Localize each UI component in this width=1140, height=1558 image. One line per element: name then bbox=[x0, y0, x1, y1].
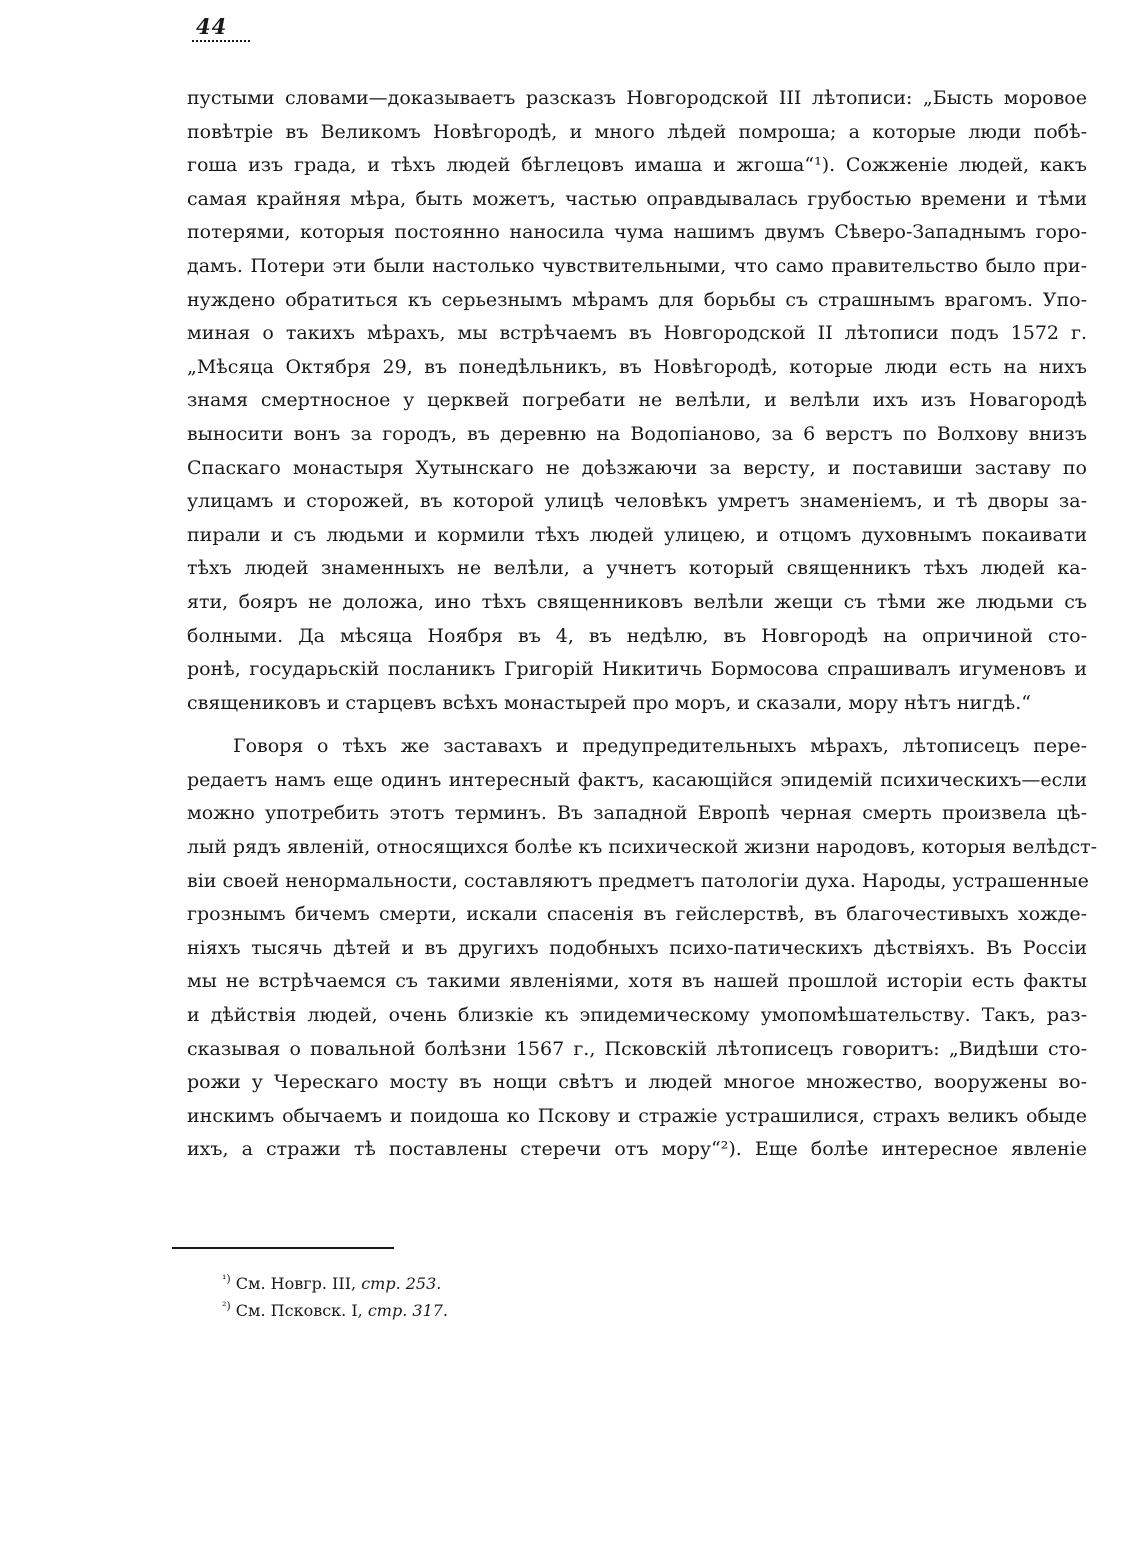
text-line: дамъ. Потери эти были настолько чувствительными, что само правительство было при- bbox=[187, 254, 1087, 277]
text-line: повѣтріе въ Великомъ Новѣгородѣ, и много лѣдей помроша; а которые люди побѣ- bbox=[187, 120, 1087, 143]
text-line: лый рядъ явленій, относящихся болѣе къ психической жизни народовъ, которыя велѣдст- bbox=[187, 836, 1098, 859]
text-line: ронѣ, государьскій посланикъ Григорій Никитичь Бормосова спрашивалъ игуменовъ и bbox=[187, 658, 1087, 681]
footnote-page: стр. 317. bbox=[367, 1301, 449, 1320]
text-line: ніяхъ тысячь дѣтей и въ другихъ подобныхъ психо-патическихъ дѣствіяхъ. Въ Россіи bbox=[187, 936, 1087, 959]
footnotes bbox=[222, 1270, 448, 1324]
text-line: грознымъ бичемъ смерти, искали спасенія въ гейслерствѣ, въ благочестивыхъ хожде- bbox=[187, 903, 1087, 926]
text-line: инскимъ обычаемъ и поидоша ко Пскову и стражіе устрашилися, страхъ великъ обыде bbox=[187, 1104, 1087, 1127]
text-line: знамя смертносное у церквей погребати не велѣли, и велѣли ихъ изъ Новагородѣ bbox=[187, 389, 1087, 412]
page-number-underline bbox=[192, 40, 250, 42]
text-line: болными. Да мѣсяца Ноября въ 4, въ недѣлю, въ Новгородѣ на опричиной сто- bbox=[187, 624, 1087, 647]
text-line: улицамъ и сторожей, въ которой улицѣ человѣкъ умретъ знаменіемъ, и тѣ дворы за- bbox=[187, 490, 1087, 513]
page-number: 44 bbox=[196, 14, 228, 39]
footnote-marker: ²) bbox=[222, 1299, 231, 1313]
footnote-divider bbox=[172, 1247, 394, 1249]
footnote-marker: ¹) bbox=[222, 1272, 231, 1286]
text-line: можно употребить этотъ терминъ. Въ западной Европѣ черная смерть произвела цѣ- bbox=[187, 802, 1087, 825]
footnote bbox=[222, 1297, 448, 1324]
text-line: священиковъ и старцевъ всѣхъ монастырей про моръ, и сказали, мору нѣтъ нигдѣ.“ bbox=[187, 691, 1032, 714]
text-line: віи своей ненормальности, составляютъ предметъ патологіи духа. Народы, устрашенные bbox=[187, 869, 1089, 892]
text-line: Говоря о тѣхъ же заставахъ и предупредительныхъ мѣрахъ, лѣтописецъ пере- bbox=[233, 735, 1087, 758]
text-line: гоша изъ града, и тѣхъ людей бѣглецовъ имаша и жгоша“¹). Сожженіе людей, какъ bbox=[187, 154, 1087, 177]
text-line: нуждено обратиться къ серьезнымъ мѣрамъ для борьбы съ страшнымъ врагомъ. Упо- bbox=[187, 288, 1087, 311]
footnote bbox=[222, 1270, 448, 1297]
text-line: самая крайняя мѣра, быть можетъ, частью оправдывалась грубостью времени и тѣми bbox=[187, 187, 1087, 210]
footnote-page: стр. 253. bbox=[361, 1274, 442, 1293]
text-line: миная о такихъ мѣрахъ, мы встрѣчаемъ въ Новгородской II лѣтописи подъ 1572 г. bbox=[187, 322, 1087, 345]
paragraph-gap bbox=[187, 720, 1087, 730]
text-line: пирали и съ людьми и кормили тѣхъ людей улицею, и отцомъ духовнымъ покаивати bbox=[187, 523, 1087, 546]
text-line: сказывая о повальной болѣзни 1567 г., Псковскій лѣтописецъ говоритъ: „Видѣши сто- bbox=[187, 1037, 1087, 1060]
body-text bbox=[187, 82, 1098, 1167]
text-line: потерями, которыя постоянно наносила чума нашимъ двумъ Сѣверо-Западнымъ горо- bbox=[187, 221, 1087, 244]
text-line: ихъ, а стражи тѣ поставлены стеречи отъ мору“²). Еще болѣе интересное явленіе bbox=[187, 1138, 1087, 1161]
text-line: Спаскаго монастыря Хутынскаго не доѣзжаючи за версту, и поставиши заставу по bbox=[187, 456, 1087, 479]
text-line: мы не встрѣчаемся съ такими явленіями, хотя въ нашей прошлой исторіи есть факты bbox=[187, 970, 1087, 993]
text-line: „Мѣсяца Октября 29, въ понедѣльникъ, въ Новѣгородѣ, которые люди есть на нихъ bbox=[187, 355, 1087, 378]
text-line: редаетъ намъ еще одинъ интересный фактъ, касающійся эпидемій психическихъ—если bbox=[187, 768, 1087, 791]
text-line: и дѣйствія людей, очень близкіе къ эпидемическому умопомѣшательству. Такъ, раз- bbox=[187, 1004, 1087, 1027]
text-line: пустыми словами—доказываетъ разсказъ Новгородской III лѣтописи: „Бысть моровое bbox=[187, 87, 1087, 109]
footnote-source: См. Псковск. I, bbox=[235, 1301, 363, 1320]
text-line: яти, бояръ не доложа, ино тѣхъ священниковъ велѣли жещи съ тѣми же людьми съ bbox=[187, 590, 1087, 613]
text-line: тѣхъ людей знаменныхъ не велѣли, а учнетъ который священникъ тѣхъ людей ка- bbox=[187, 557, 1087, 580]
footnote-source: См. Новгр. III, bbox=[235, 1274, 357, 1293]
text-line: выносити вонъ за городъ, въ деревню на Водопіаново, за 6 верстъ по Волхову внизъ bbox=[187, 422, 1087, 445]
text-line: рожи у Черескаго мосту въ нощи свѣтъ и людей многое множество, вооружены во- bbox=[187, 1071, 1087, 1094]
